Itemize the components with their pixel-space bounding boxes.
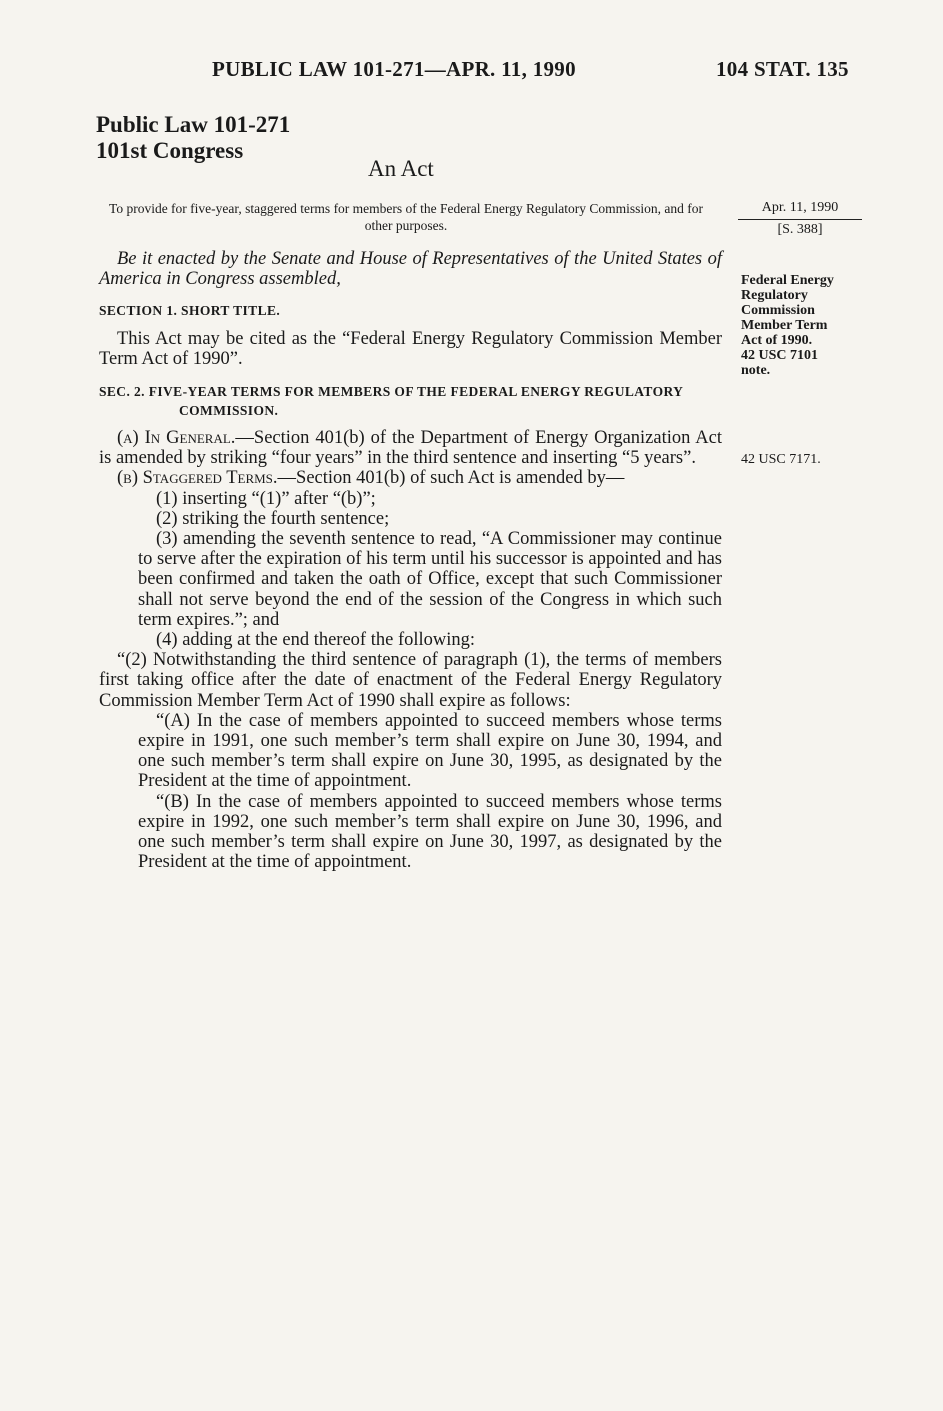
bill-number: [S. 388] (777, 222, 823, 237)
subsection-a (99, 428, 722, 468)
enactment-date: Apr. 11, 1990 (761, 200, 839, 215)
margin-note-line: 42 USC 7101 (741, 348, 819, 363)
stat-reference: 104 STAT. 135 (716, 57, 849, 81)
section-1-heading: SECTION 1. SHORT TITLE. (99, 303, 281, 318)
section-2-heading-text: SEC. 2. FIVE-YEAR TERMS FOR MEMBERS OF THE FEDERAL ENERGY REGULATORY COMMISSION. (99, 384, 683, 418)
margin-note-line: Act of 1990. (741, 333, 813, 348)
margin-note-usc: 42 USC 7171. (741, 452, 821, 467)
law-number: Public Law 101-271 (96, 112, 291, 137)
purpose-clause: To provide for five-year, staggered terms for members of the Federal Energy Regulatory Commission, and for other purposes. (109, 201, 703, 233)
paragraph-2: “(2) Notwithstanding the third sentence of paragraph (1), the terms of members first taking office after the date of enactment of the Federal Energy Regulatory Commission Member Term Act of 1990 shall expire as follows: (99, 650, 722, 711)
item-4: (4) adding at the end thereof the following: (156, 630, 476, 651)
margin-note-short-title (741, 273, 834, 378)
act-title: An Act (368, 156, 434, 181)
margin-note-line: Federal Energy (741, 273, 834, 288)
section-1-text: This Act may be cited as the “Federal Energy Regulatory Commission Member Term Act of 1990”. (99, 329, 722, 370)
item-3: (3) amending the seventh sentence to read, “A Commissioner may continue to serve after the expiration of his term until his successor is appointed and has been confirmed and taken the oath of Office, except that such Commissioner shall not serve beyond the end of the session of the Congress in which such term expires.”; and (138, 529, 722, 630)
subsection-a-label: (a) In General. (117, 428, 236, 448)
enacting-clause (99, 249, 722, 289)
subsection-b (99, 468, 722, 488)
congress-label: 101st Congress (96, 138, 244, 163)
subparagraph-b: “(B) In the case of members appointed to succeed members whose terms expire in 1992, one such member’s term shall expire on June 30, 1996, and one such member’s term shall expire on June 30, 1997, as designated by the President at the time of appointment. (138, 791, 722, 873)
subsection-b-text: —Section 401(b) of such Act is amended by— (277, 468, 625, 489)
section-2-body (99, 428, 722, 872)
margin-note-line: Commission (741, 303, 815, 318)
enactment-date-box (738, 200, 862, 238)
margin-note-line: Regulatory (741, 288, 808, 303)
enacting-text: Be it enacted by the Senate and House of Representatives of the United States of America in Congress assembled, (99, 249, 722, 290)
law-number-block (96, 112, 290, 164)
date-divider (738, 219, 862, 220)
subsection-b-label: (b) Staggered Terms. (117, 468, 278, 489)
subsection-a-text: —Section 401(b) of the Department of Energy Organization Act is amended by striking “four years” in the third sentence and inserting “5 years”. (99, 428, 723, 469)
section-1-body (99, 329, 722, 369)
subparagraph-a: “(A) In the case of members appointed to succeed members whose terms expire in 1991, one such member’s term shall expire on June 30, 1994, and one such member’s term shall expire on June 30, 1995, as designated by the President at the time of appointment. (138, 710, 722, 792)
running-title: PUBLIC LAW 101-271—APR. 11, 1990 (212, 57, 576, 81)
margin-note-line: Member Term (741, 318, 828, 333)
section-2-heading (99, 382, 722, 420)
margin-note-line: note. (741, 363, 771, 378)
item-1: (1) inserting “(1)” after “(b)”; (156, 488, 376, 509)
item-2: (2) striking the fourth sentence; (156, 508, 390, 529)
